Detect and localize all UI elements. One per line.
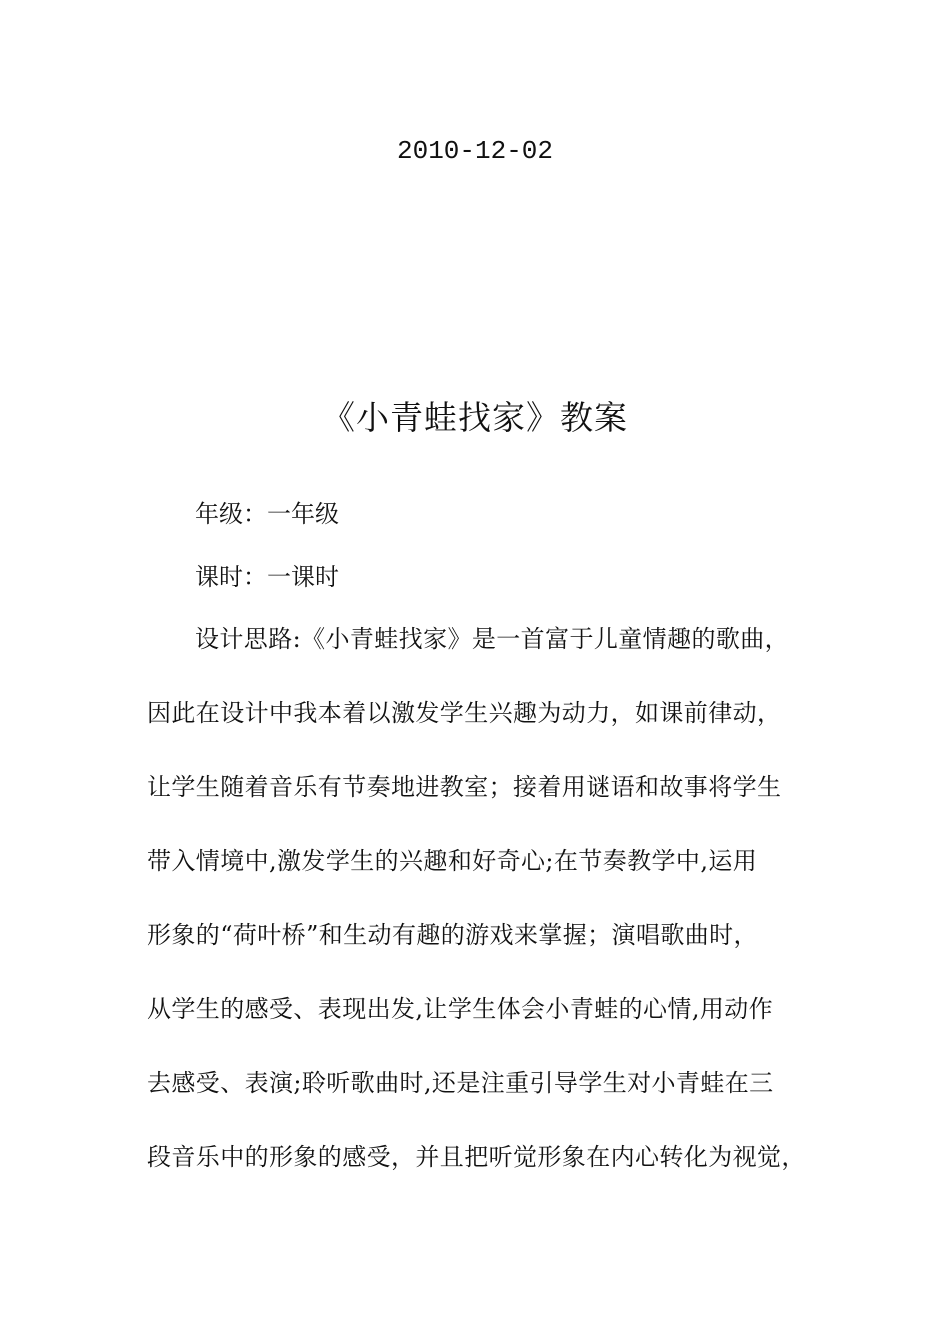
paragraph-line: 让学生随着音乐有节奏地进教室；接着用谜语和故事将学生 [147,773,782,801]
paragraph-line: 去感受、表演;聆听歌曲时,还是注重引导学生对小青蛙在三 [147,1069,774,1097]
paragraph-line: 因此在设计中我本着以激发学生兴趣为动力，如课前律动， [147,699,782,727]
design-idea-paragraph [147,622,817,1214]
paragraph-line: 从学生的感受、表现出发,让学生体会小青蛙的心情,用动作 [147,995,774,1023]
grade-line: 年级：一年级 [195,500,339,528]
paragraph-line: 段音乐中的形象的感受，并且把听觉形象在内心转化为视觉， [147,1143,806,1171]
document-title: 《小青蛙找家》教案 [322,398,628,437]
document-date: 2010-12-02 [396,136,554,166]
paragraph-line: 形象的“荷叶桥”和生动有趣的游戏来掌握；演唱歌曲时， [147,921,758,949]
class-period-line: 课时：一课时 [195,563,339,591]
paragraph-line: 带入情境中,激发学生的兴趣和好奇心;在节奏教学中,运用 [147,847,758,875]
paragraph-line: 设计思路:《小青蛙找家》是一首富于儿童情趣的歌曲， [195,625,790,653]
